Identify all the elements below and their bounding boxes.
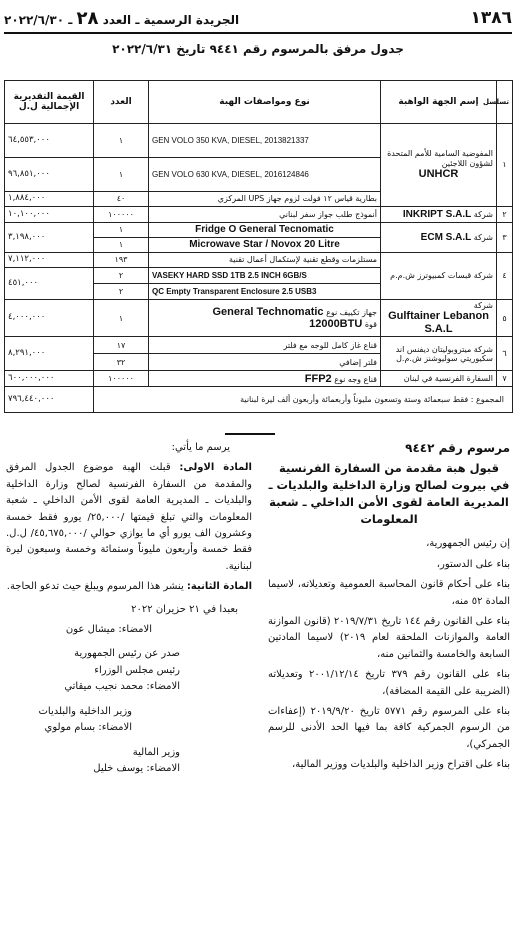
desc-ar: قوة [364,320,377,330]
cell-qty: ١٠٠٠٠٠ [94,371,149,387]
cell-entity: السفارة الفرنسية في لبنان [381,371,497,387]
cell-desc: مستلزمات وقطع تقنية لإستكمال أعمال تقنية [149,253,381,268]
section-divider [225,433,275,435]
signature-interior: الامضاء: بسام مولوي [44,722,132,734]
decree-preamble-column [268,440,510,778]
preamble-line: بناء على اقتراح وزير الداخلية والبلديات ووزير المالية، [292,759,510,771]
table-row [5,300,513,337]
cell-qty: ٤٠ [94,192,149,207]
table-total-row [5,387,513,413]
cell-desc: GEN VOLO 630 KVA, DIESEL, 2016124846 [149,158,381,192]
article-2-label: المادة الثانية: [186,581,252,593]
cell-value: ٦٠٠,٠٠٠,٠٠٠ [5,371,94,387]
cell-desc: Microwave Star / Novox 20 Litre [149,238,381,253]
cell-desc [149,300,381,337]
issued-by: صدر عن رئيس الجمهورية [74,648,180,660]
cell-desc: أنموذج طلب جواز سفر لبناني [149,207,381,223]
entity-name-en: Gulftainer Lebanon S.A.L [388,310,489,335]
cell-value: ٧,١١٢,٠٠٠ [5,253,94,268]
article-2 [6,579,252,595]
preamble-line: بناء على أحكام قانون المحاسبة العمومية وتعديلاته، لاسيما المادة ٥٢ منه، [268,579,510,607]
table-header-row [5,81,513,124]
entity-name-ar: المفوضية السامية للأمم المتحدة لشؤون اللاجئين [387,149,493,168]
table-row [5,337,513,354]
decree-articles-column [6,440,252,781]
header-qty: العدد [94,81,149,124]
cell-qty: ١٩٣ [94,253,149,268]
article-1 [6,460,252,575]
donations-table [4,80,513,413]
cell-value: ١,٨٨٤,٠٠٠ [5,192,94,207]
cell-entity [381,300,497,337]
table-row [5,207,513,223]
cell-qty: ٣٢ [94,354,149,371]
desc-en: General Technomatic [212,305,324,318]
cell-seq: ١ [497,124,513,207]
entity-name-ar: شركة [473,232,493,242]
cell-seq: ٣ [497,223,513,253]
article-1-label: المادة الاولى: [179,462,252,474]
total-label: المجموع : فقط سبعمائة وستة وتسعون مليوناً وأربعمائة وأربعون ألف ليرة لبنانية [94,387,513,413]
page-number: ١٣٨٦ [470,8,512,28]
cell-value: ٨,٢٩١,٠٠٠ [5,337,94,371]
cell-desc: فلتر إضافي [149,354,381,371]
total-value: ٧٩٦,٤٤٠,٠٠٠ [5,387,94,413]
interior-minister-title: وزير الداخلية والبلديات [38,705,132,717]
cell-seq: ٤ [497,253,513,300]
entity-name-en: ECM S.A.L [420,231,472,243]
cell-entity [381,223,497,253]
header-entity: إسم الجهة الواهبة [381,81,497,124]
preamble-line: بناء على المرسوم رقم ٥٧٧١ تاريخ ٢٠١٩/٩/٢٠ (إعفاءات من الرسوم الجمركية كافة بما فيها الحد الأدنى للرسم الجمركي)، [268,706,510,750]
preamble-line: بناء على الدستور، [436,558,510,570]
cell-qty: ١٠٠٠٠٠ [94,207,149,223]
desc-en: 12000BTU [309,318,363,331]
signature-president: الامضاء: ميشال عون [65,624,152,636]
cell-seq: ٧ [497,371,513,387]
header-seq: تسلسل [497,81,513,124]
cell-entity: شركة قبسات كمبيوترز ش.م.م [381,253,497,300]
table-title: جدول مرفق بالمرسوم رقم ٩٤٤١ تاريخ ٢٠٢٢/٦/٣١ [112,42,404,56]
cell-desc: VASEKY HARD SSD 1TB 2.5 INCH 6GB/S [149,268,381,284]
table-row [5,253,513,268]
cell-desc: قناع غاز كامل للوجه مع فلتر [149,337,381,354]
table-row [5,371,513,387]
cell-seq: ٦ [497,337,513,371]
entity-name-ar: شركة [473,301,493,310]
cell-value: ٤٥١,٠٠٠ [5,268,94,300]
cell-qty: ١ [94,238,149,253]
decree-title: مرسوم رقم ٩٤٤٢ [405,441,510,455]
header-value: القيمة التقديرية الإجمالية ل.ل [5,81,94,124]
entity-name-en: INKRIPT S.A.L [402,208,472,220]
header-desc: نوع ومواصفات الهبة [149,81,381,124]
issue-date: ـ ٢٠٢٢/٦/٣٠ [4,12,73,27]
cell-entity: شركة ميتروبوليتان ديفنس اند سكيوريتي سوليوشنز ش.م.ل [381,337,497,371]
page-header [4,4,512,34]
pm-title: رئيس مجلس الوزراء [94,664,180,676]
cell-entity [381,124,497,207]
cell-entity [381,207,497,223]
desc-en: FFP2 [304,372,332,385]
signature-finance: الامضاء: يوسف خليل [93,762,180,774]
entity-name-en: UNHCR [418,167,459,180]
cell-desc [149,371,381,387]
issue-number: ٢٨ [76,7,99,29]
cell-desc: Fridge O General Tecnomatic [149,223,381,238]
cell-qty: ١ [94,223,149,238]
article-2-text: ينشر هذا المرسوم ويبلغ حيث تدعو الحاجة. [6,581,184,593]
cell-qty: ٢ [94,268,149,284]
entity-name-ar: شركة [473,209,493,219]
cell-value: ٩٦,٨٥١,٠٠٠ [5,158,94,192]
preamble-line: إن رئيس الجمهورية، [426,538,510,550]
cell-value: ٣,١٩٨,٠٠٠ [5,223,94,253]
cell-desc: GEN VOLO 350 KVA, DIESEL, 2013821337 [149,124,381,158]
cell-value: ٤,٠٠٠,٠٠٠ [5,300,94,337]
cell-desc: QC Empty Transparent Enclosure 2.5 USB3 [149,284,381,300]
place-date: بعبدا في ٢١ حزيران ٢٠٢٢ [131,603,238,615]
table-row [5,124,513,158]
cell-value: ١٠,١٠٠,٠٠٠ [5,207,94,223]
desc-ar: جهاز تكييف نوع [326,307,377,317]
preamble-line: بناء على القانون رقم ١٤٤ تاريخ ٢٠١٩/٧/٣١ (قانون الموازنة العامة والموازنات الملحقة لعام ٢٠١٩) لاسيما المادتين السابعة والخامسة والثمانين منه، [267,616,510,660]
cell-seq: ٢ [497,207,513,223]
gazette-issue [4,8,239,29]
cell-qty: ٢ [94,284,149,300]
cell-value: ٦٤,٥٥٣,٠٠٠ [5,124,94,158]
cell-desc: بطارية قياس ١٢ فولت لزوم جهاز UPS المركزي [149,192,381,207]
table-row [5,223,513,238]
decrees-heading: يرسم ما يأتي: [171,442,230,453]
finance-minister-title: وزير المالية [132,746,180,758]
signature-pm: الامضاء: محمد نجيب ميقاتي [64,681,180,693]
gazette-name: الجريدة الرسمية ـ العدد [102,12,240,27]
article-1-text: قبلت الهبة موضوع الجدول المرفق والمقدمة من السفارة الفرنسية لصالح وزارة الداخلية والبلديات ـ المديرية العامة لقوى الأمن الداخلي ـ شعبة المعلومات والتي تبلغ قيمتها /٢٥,٠٠٠/ يورو فقط خمسة وعشرون الف يورو أي ما يوازي حوالي /٤٥,٦٧٥,٠٠٠/ ل.ل. فقط خمسة وأربعون مليوناً وستمائة وخمسة وسبعون ليرة لبنانية. [6,462,253,572]
cell-qty: ١ [94,158,149,192]
decree-subject: قبول هبة مقدمة من السفارة الفرنسية في بيروت لصالح وزارة الداخلية والبلديات ـ المديرية العامة لقوى الأمن الداخلي ـ شعبة المعلومات [268,461,510,527]
cell-seq: ٥ [497,300,513,337]
preamble-line: بناء على القانون رقم ٣٧٩ تاريخ ٢٠٠١/١٢/١٤ وتعديلاته (الضريبة على القيمة المضافة)، [268,669,510,697]
desc-ar: قناع وجه نوع [334,374,377,384]
cell-qty: ١ [94,124,149,158]
cell-qty: ١ [94,300,149,337]
cell-qty: ١٧ [94,337,149,354]
